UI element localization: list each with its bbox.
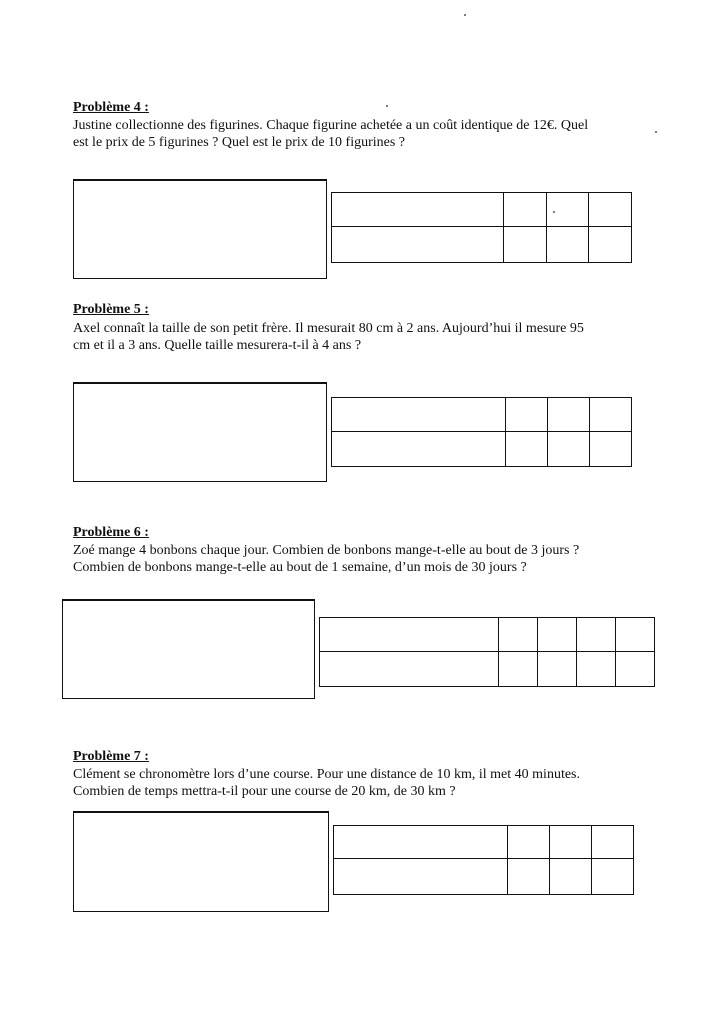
problem-text-line-2: Combien de bonbons mange-t-elle au bout de 1 semaine, d’un mois de 30 jours ?	[73, 560, 527, 575]
table-cell[interactable]	[592, 859, 634, 895]
table-cell[interactable]	[506, 432, 548, 467]
table-cell[interactable]	[590, 398, 632, 432]
problem-text-line-1: Axel connaît la taille de son petit frère. Il mesurait 80 cm à 2 ans. Aujourd’hui il mesure 95	[73, 321, 584, 336]
scan-speck	[386, 105, 388, 107]
problem-text-line-2: est le prix de 5 figurines ? Quel est le prix de 10 figurines ?	[73, 135, 406, 150]
table-cell[interactable]	[332, 227, 504, 263]
table-cell[interactable]	[548, 432, 590, 467]
proportionality-table[interactable]	[333, 825, 634, 895]
table-cell[interactable]	[548, 398, 590, 432]
table-cell[interactable]	[504, 193, 547, 227]
table-cell[interactable]	[550, 826, 592, 859]
table-cell[interactable]	[589, 193, 632, 227]
answer-box[interactable]	[62, 599, 315, 699]
table-cell[interactable]	[332, 193, 504, 227]
table-cell[interactable]	[616, 652, 655, 687]
answer-box[interactable]	[73, 382, 327, 482]
table-cell[interactable]	[589, 227, 632, 263]
problem-title: Problème 5 :	[73, 302, 149, 317]
table-cell[interactable]	[508, 826, 550, 859]
table-cell[interactable]	[590, 432, 632, 467]
proportionality-table[interactable]	[319, 617, 655, 687]
proportionality-table[interactable]	[331, 192, 632, 263]
table-cell[interactable]	[506, 398, 548, 432]
scan-speck	[553, 211, 555, 213]
table-cell[interactable]	[546, 227, 589, 263]
table-cell[interactable]	[332, 398, 506, 432]
table-cell[interactable]	[577, 618, 616, 652]
problem-text-line-2: Combien de temps mettra-t-il pour une course de 20 km, de 30 km ?	[73, 784, 456, 799]
table-cell[interactable]	[499, 618, 538, 652]
table-cell[interactable]	[577, 652, 616, 687]
table-cell[interactable]	[334, 826, 508, 859]
table-cell[interactable]	[550, 859, 592, 895]
problem-title: Problème 7 :	[73, 749, 149, 764]
table-cell[interactable]	[616, 618, 655, 652]
problem-text-line-2: cm et il a 3 ans. Quelle taille mesurera-t-il à 4 ans ?	[73, 338, 362, 353]
answer-box[interactable]	[73, 811, 329, 912]
table-cell[interactable]	[504, 227, 547, 263]
answer-box[interactable]	[73, 179, 327, 279]
table-cell[interactable]	[320, 652, 499, 687]
table-cell[interactable]	[508, 859, 550, 895]
scan-speck	[655, 131, 657, 133]
problem-title: Problème 4 :	[73, 100, 149, 115]
table-cell[interactable]	[334, 859, 508, 895]
problem-text-line-1: Zoé mange 4 bonbons chaque jour. Combien de bonbons mange-t-elle au bout de 3 jours ?	[73, 543, 580, 558]
proportionality-table[interactable]	[331, 397, 632, 467]
problem-title: Problème 6 :	[73, 525, 149, 540]
table-cell[interactable]	[538, 618, 577, 652]
table-cell[interactable]	[332, 432, 506, 467]
scan-speck	[464, 14, 466, 16]
table-cell[interactable]	[320, 618, 499, 652]
table-cell[interactable]	[499, 652, 538, 687]
table-cell[interactable]	[546, 193, 589, 227]
problem-text-line-1: Clément se chronomètre lors d’une course. Pour une distance de 10 km, il met 40 minutes.	[73, 767, 580, 782]
table-cell[interactable]	[592, 826, 634, 859]
problem-text-line-1: Justine collectionne des figurines. Chaque figurine achetée a un coût identique de 12€. Quel	[73, 118, 589, 133]
table-cell[interactable]	[538, 652, 577, 687]
